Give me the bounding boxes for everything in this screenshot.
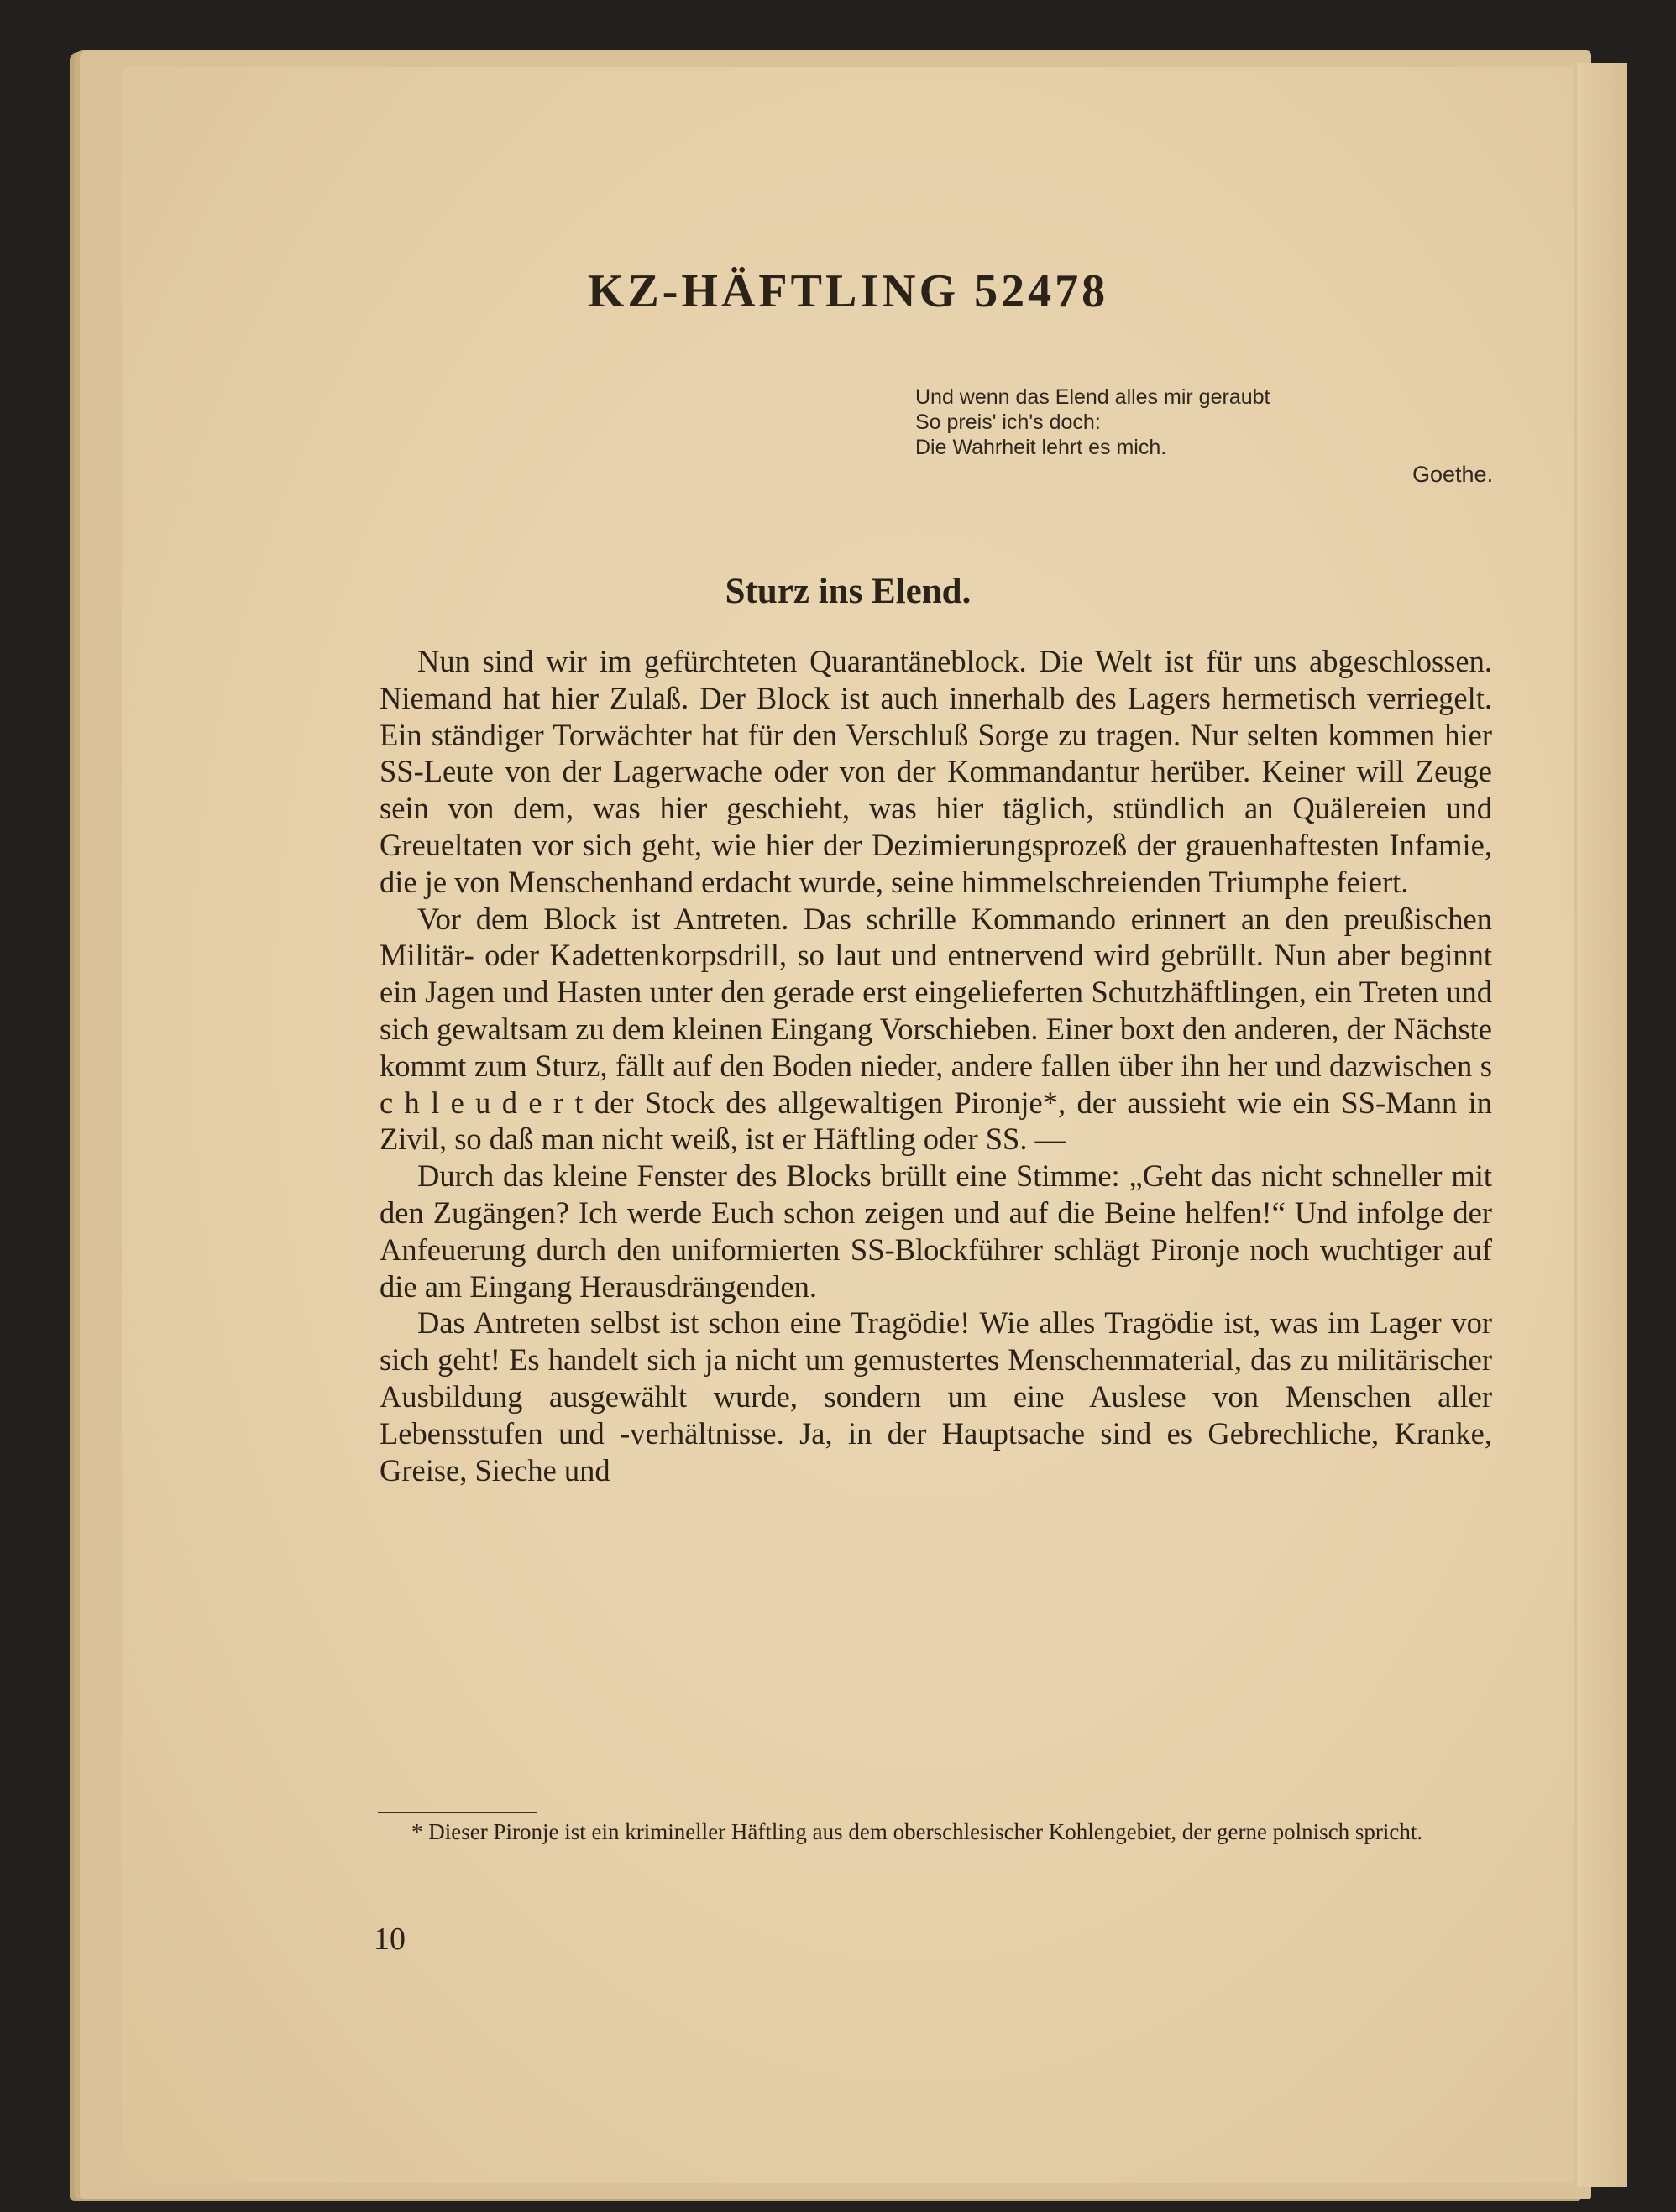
epigraph-line: So preis' ich's doch: — [915, 411, 1101, 434]
epigraph-line: Die Wahrheit lehrt es mich. — [915, 436, 1167, 459]
page-number: 10 — [374, 1922, 406, 1957]
footnote: * Dieser Pironje ist ein krimineller Häftling aus dem oberschlesischer Kohlengebiet, der gerne polnisch spricht. — [411, 1819, 1423, 1844]
footnote-divider — [378, 1812, 537, 1813]
next-page-edge — [1577, 63, 1627, 2187]
paragraph: Vor dem Block ist Antreten. Das schrille Kommando erinnert an den preußischen Militär- oder Kadettenkorpsdrill, so laut und entnervend wird gebrüllt. Nun aber beginnt ein Jagen und Hasten unter den gerade erst eingelieferten Schutzhäftlingen, ein Treten und sich gewaltsam zu dem kleinen Eingang Vorschieben. Einer boxt den anderen, der Nächste kommt zum Sturz, fällt auf den Boden nieder, andere fallen über ihn her und dazwischen s c h l e u d e r t der Stock des allgewaltigen Pironje*, der aussieht wie ein SS-Mann in Zivil, so daß man nicht weiß, ist er Häftling oder SS. — — [380, 901, 1492, 1157]
paragraph: Das Antreten selbst ist schon eine Tragödie! Wie alles Tragödie ist, was im Lager vor sich geht! Es handelt sich ja nicht um gemustertes Menschenmaterial, das zu militärischer Ausbildung ausgewählt wurde, sondern um eine Auslese von Menschen aller Lebensstufen und -verhältnisse. Ja, in der Hauptsache sind es Gebrechliche, Kranke, Greise, Sieche und — [380, 1305, 1492, 1488]
body-text — [380, 643, 1492, 1488]
section-title: Sturz ins Elend. — [725, 572, 972, 611]
book-page — [122, 67, 1574, 2183]
epigraph — [915, 384, 1503, 487]
chapter-title: KZ-HÄFTLING 52478 — [587, 265, 1109, 317]
paragraph: Nun sind wir im gefürchteten Quarantäneblock. Die Welt ist für uns abgeschlossen. Niemand hat hier Zulaß. Der Block ist auch innerhalb des Lagers hermetisch verriegelt. Ein ständiger Torwächter hat für den Verschluß Sorge zu tragen. Nur selten kommen hier SS-Leute von der Lagerwache oder von der Kommandantur herüber. Keiner will Zeuge sein von dem, was hier geschieht, was hier täglich, stündlich an Quälereien und Greueltaten vor sich geht, wie hier der Dezimierungsprozeß der grauenhaftesten Infamie, die je von Menschenhand erdacht wurde, seine himmelschreienden Triumphe feiert. — [380, 644, 1492, 899]
epigraph-author: Goethe. — [1412, 462, 1494, 487]
epigraph-line: Und wenn das Elend alles mir geraubt — [915, 385, 1270, 409]
paragraph: Durch das kleine Fenster des Blocks brüllt eine Stimme: „Geht das nicht schneller mit den Zugängen? Ich werde Euch schon zeigen und auf die Beine helfen!“ Und infolge der Anfeuerung durch den uniformierten SS-Blockführer schlägt Pironje noch wuchtiger auf die am Eingang Herausdrängenden. — [380, 1158, 1492, 1304]
